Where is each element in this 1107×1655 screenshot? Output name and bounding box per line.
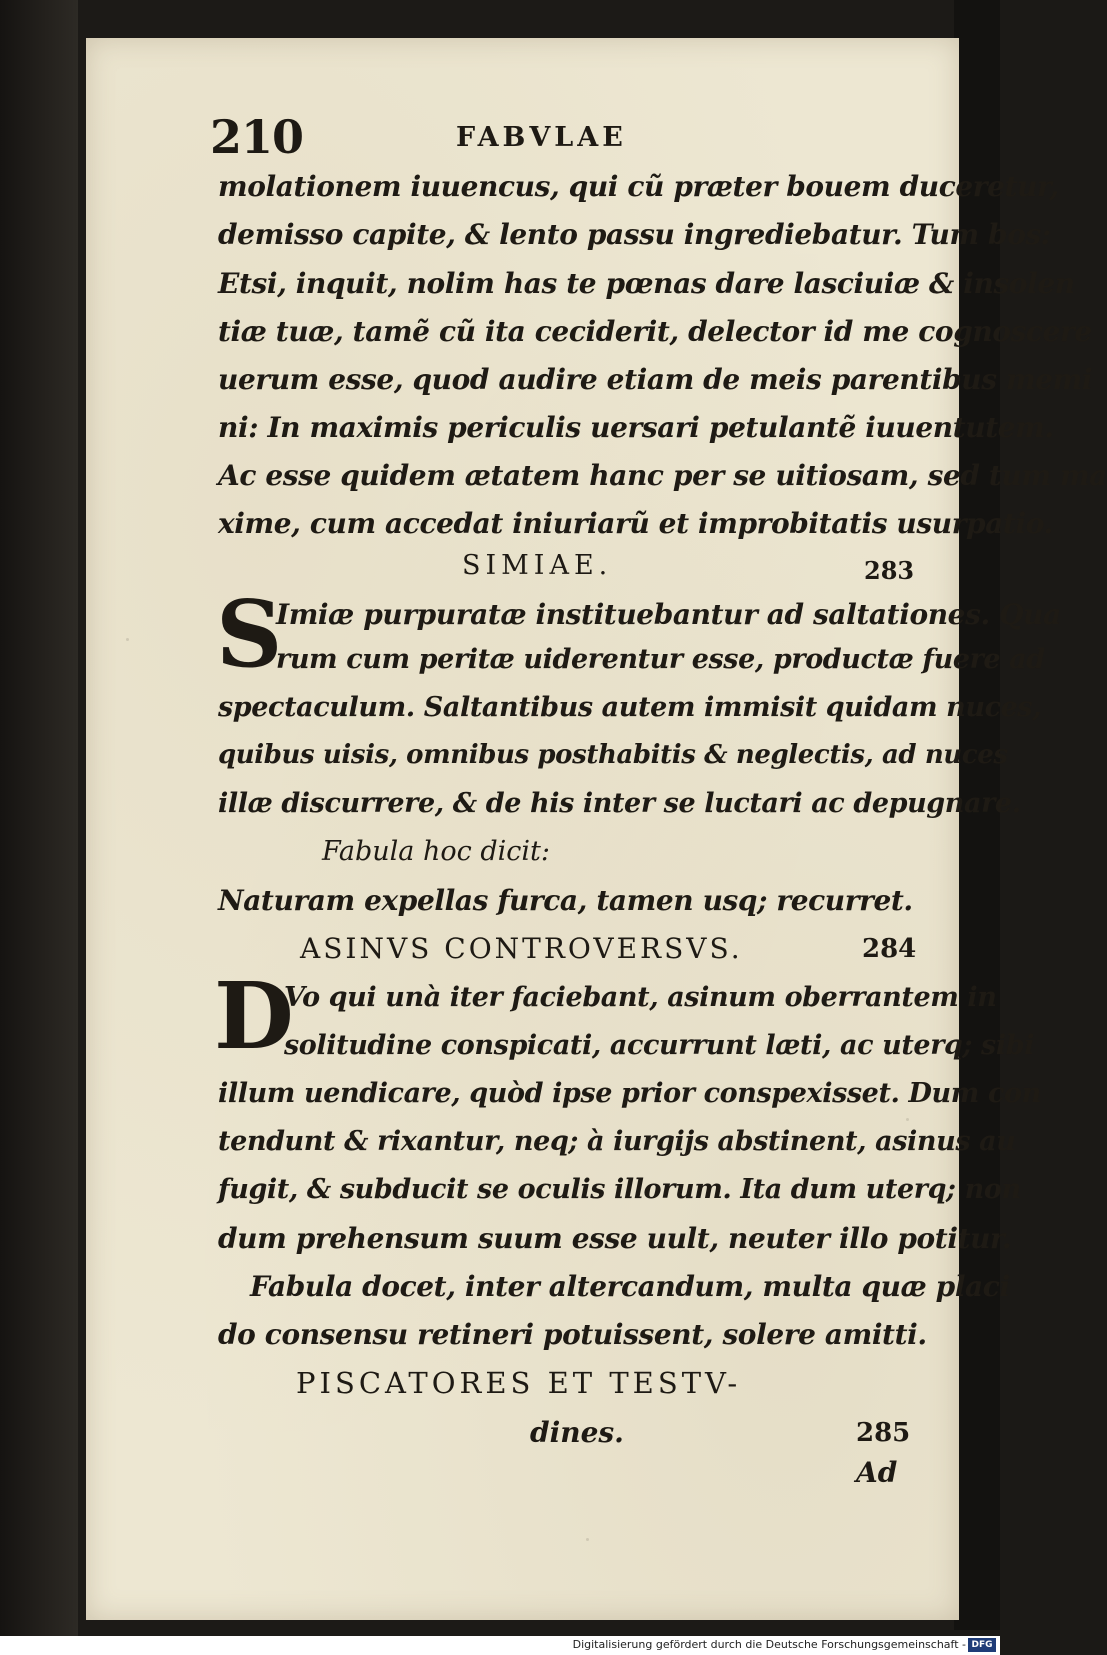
text-line: Vo qui unà iter faciebant, asinum oberrantem in bbox=[284, 982, 997, 1013]
running-title: FABVLAE bbox=[456, 122, 627, 153]
text-line: demisso capite, & lento passu ingrediebatur. Tum bos: bbox=[218, 218, 1051, 251]
drop-capital: D bbox=[214, 962, 294, 1070]
text-line: quibus uisis, omnibus posthabitis & neglectis, ad nuces bbox=[218, 740, 1008, 770]
fable-number: 284 bbox=[862, 934, 917, 964]
catchword: Ad bbox=[856, 1456, 898, 1489]
book-gutter bbox=[0, 0, 78, 1655]
text-line: Ac esse quidem ætatem hanc per se uitiosam, sed tum ma bbox=[218, 459, 1107, 492]
text-line: solitudine conspicati, accurrunt læti, ac uterq; sibi bbox=[284, 1030, 1035, 1061]
text-line: illum uendicare, quòd ipse prior conspexisset. Dum con bbox=[218, 1078, 1041, 1109]
text-line: dum prehensum suum esse uult, neuter illo potitur. bbox=[218, 1222, 1012, 1255]
text-line: fugit, & subducit se oculis illorum. Ita dum uterq; non bbox=[218, 1174, 1021, 1205]
text-line: tiæ tuæ, tamẽ cũ ita ceciderit, delector id me cognoscere bbox=[218, 315, 1092, 348]
moral-text: Naturam expellas furca, tamen usq; recurret. bbox=[218, 884, 913, 917]
drop-capital: S bbox=[216, 580, 283, 688]
fable-title: SIMIAE. bbox=[462, 550, 613, 581]
moral-text: Fabula docet, inter altercandum, multa quæ placi bbox=[250, 1270, 1010, 1303]
text-line: uerum esse, quod audire etiam de meis parentibus memi bbox=[218, 363, 1093, 396]
text-line: ni: In maximis periculis uersari petulantẽ iuuentutem. bbox=[218, 411, 1054, 444]
text-line: rum cum peritæ uiderentur esse, productæ fuere ad bbox=[276, 644, 1045, 675]
fable-number: 285 bbox=[856, 1418, 911, 1448]
book-page bbox=[86, 38, 1107, 1620]
fable-title: ASINVS CONTROVERSVS. bbox=[300, 932, 743, 965]
moral-text: do consensu retineri potuissent, solere amitti. bbox=[218, 1318, 927, 1351]
text-line: Etsi, inquit, nolim has te pœnas dare lasciuiæ & insolen bbox=[218, 267, 1075, 300]
fable-title-continuation: dines. bbox=[530, 1416, 624, 1449]
text-line: Imiæ purpuratæ instituebantur ad saltationes. Qua bbox=[276, 598, 1061, 631]
text-line: molationem iuuencus, qui cũ præter bouem duceretur, bbox=[218, 170, 1059, 203]
page-number: 210 bbox=[210, 110, 304, 164]
moral-intro: Fabula hoc dicit: bbox=[322, 836, 550, 867]
text-line: illæ discurrere, & de his inter se luctari ac depugnare. bbox=[218, 788, 1021, 819]
paper-speck bbox=[906, 1118, 909, 1121]
fable-number: 283 bbox=[864, 556, 915, 585]
text-line: xime, cum accedat iniuriarũ et improbitatis usurpatio. bbox=[218, 507, 1053, 540]
fable-title: PISCATORES ET TESTV- bbox=[296, 1366, 742, 1400]
dfg-logo-icon: DFG bbox=[968, 1638, 996, 1652]
text-line: spectaculum. Saltantibus autem immisit quidam nuces, bbox=[218, 692, 1042, 723]
paper-speck bbox=[586, 1538, 589, 1541]
digitization-credit: Digitalisierung gefördert durch die Deutsche Forschungsgemeinschaft - bbox=[572, 1638, 966, 1651]
paper-speck bbox=[126, 638, 129, 641]
text-line: tendunt & rixantur, neq; à iurgijs abstinent, asinus au bbox=[218, 1126, 1016, 1157]
